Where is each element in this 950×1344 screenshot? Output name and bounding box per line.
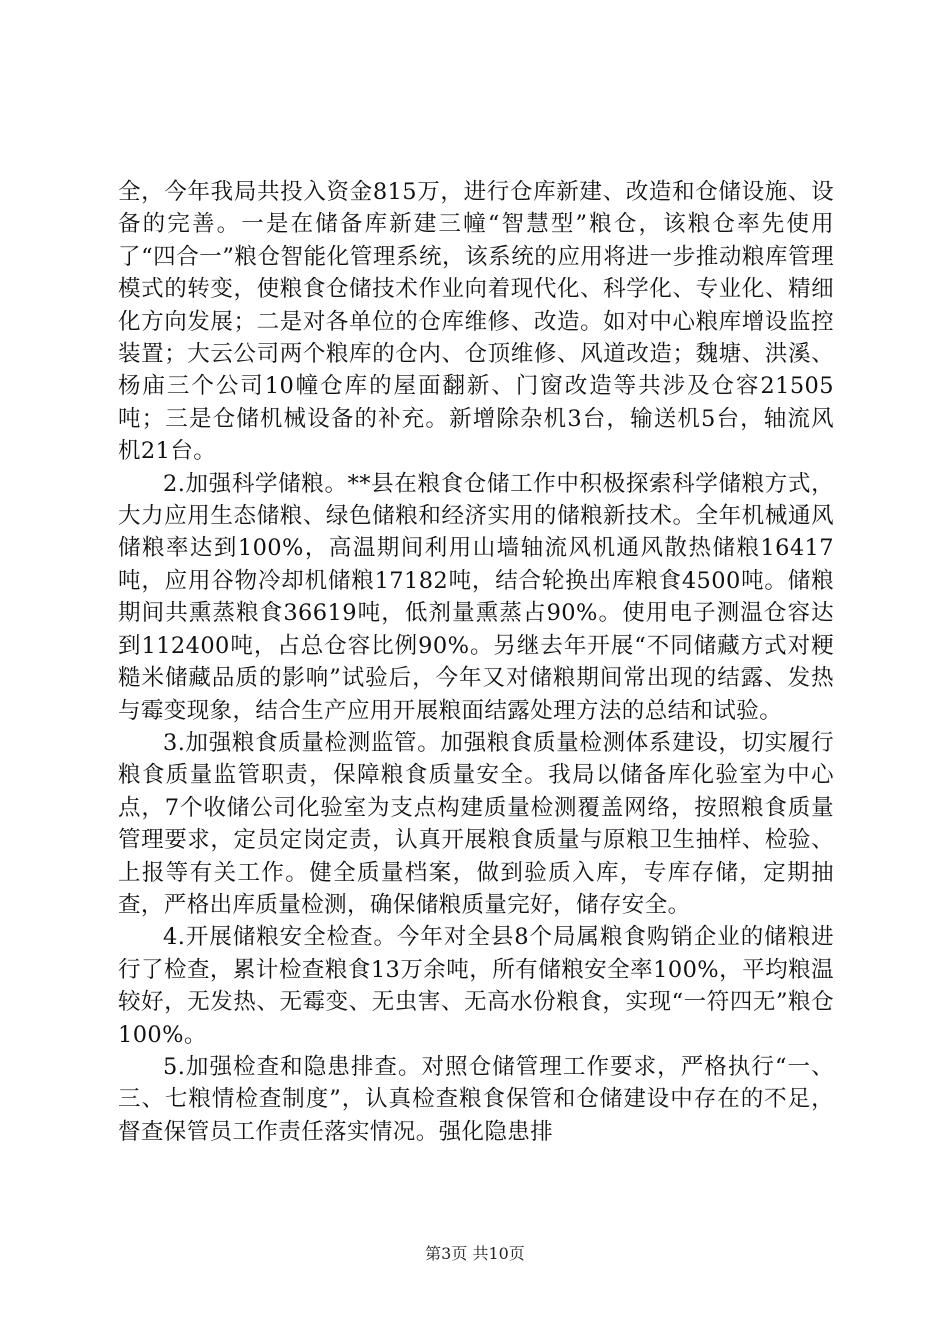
paragraph-hazard-inspection: 5.加强检查和隐患排查。对照仓储管理工作要求，严格执行“一、三、七粮情检查制度”，认真检查粮食保管和仓储建设中存在的不足，督查保管员工作责任落实情况。强化隐患排 [118,1053,834,1145]
paragraph-scientific-storage: 2.加强科学储粮。**县在粮食仓储工作中积极探索科学储粮方式，大力应用生态储粮、绿色储粮和经济实用的储粮新技术。全年机械通风储粮率达到100%，高温期间利用山墙轴流风机通风散热储粮16417吨，应用谷物冷却机储粮17182吨，结合轮换出库粮食4500吨。储粮期间共熏蒸粮食36619吨，低剂量熏蒸占90%。使用电子测温仓容达到112400吨，占总仓容比例90%。另继去年开展“不同储藏方式对粳糙米储藏品质的影响”试验后，今年又对储粮期间常出现的结露、发热与霉变现象，结合生产应用开展粮面结露处理方法的总结和试验。 [118,470,834,724]
paragraph-safety-check: 4.开展储粮安全检查。今年对全县8个局属粮食购销企业的储粮进行了检查，累计检查粮食13万余吨，所有储粮安全率100%，平均粮温较好，无发热、无霉变、无虫害、无高水份粮食，实现“一符四无”粮仓100%。 [118,924,834,1048]
page-footer: 第3页 共10页 [425,1244,525,1263]
paragraph-quality-inspection: 3.加强粮食质量检测监管。加强粮食质量检测体系建设，切实履行粮食质量监管职责，保障粮食质量安全。我局以储备库化验室为中心点，7个收储公司化验室为支点构建质量检测覆盖网络，按照粮食质量管理要求，定员定岗定责，认真开展粮食质量与原粮卫生抽样、检验、上报等有关工作。健全质量档案，做到验质入库，专库存储，定期抽查，严格出库质量检测，确保储粮质量完好，储存安全。 [118,729,834,918]
document-body [118,176,834,1148]
paragraph-continuation: 全，今年我局共投入资金815万，进行仓库新建、改造和仓储设施、设备的完善。一是在储备库新建三幢“智慧型”粮仓，该粮仓率先使用了“四合一”粮仓智能化管理系统，该系统的应用将进一步推动粮库管理模式的转变，使粮食仓储技术作业向着现代化、科学化、专业化、精细化方向发展；二是对各单位的仓库维修、改造。如对中心粮库增设监控装置；大云公司两个粮库的仓内、仓顶维修、风道改造；魏塘、洪溪、杨庙三个公司10幢仓库的屋面翻新、门窗改造等共涉及仓容21505吨；三是仓储机械设备的补充。新增除杂机3台，输送机5台，轴流风机21台。 [118,179,834,465]
